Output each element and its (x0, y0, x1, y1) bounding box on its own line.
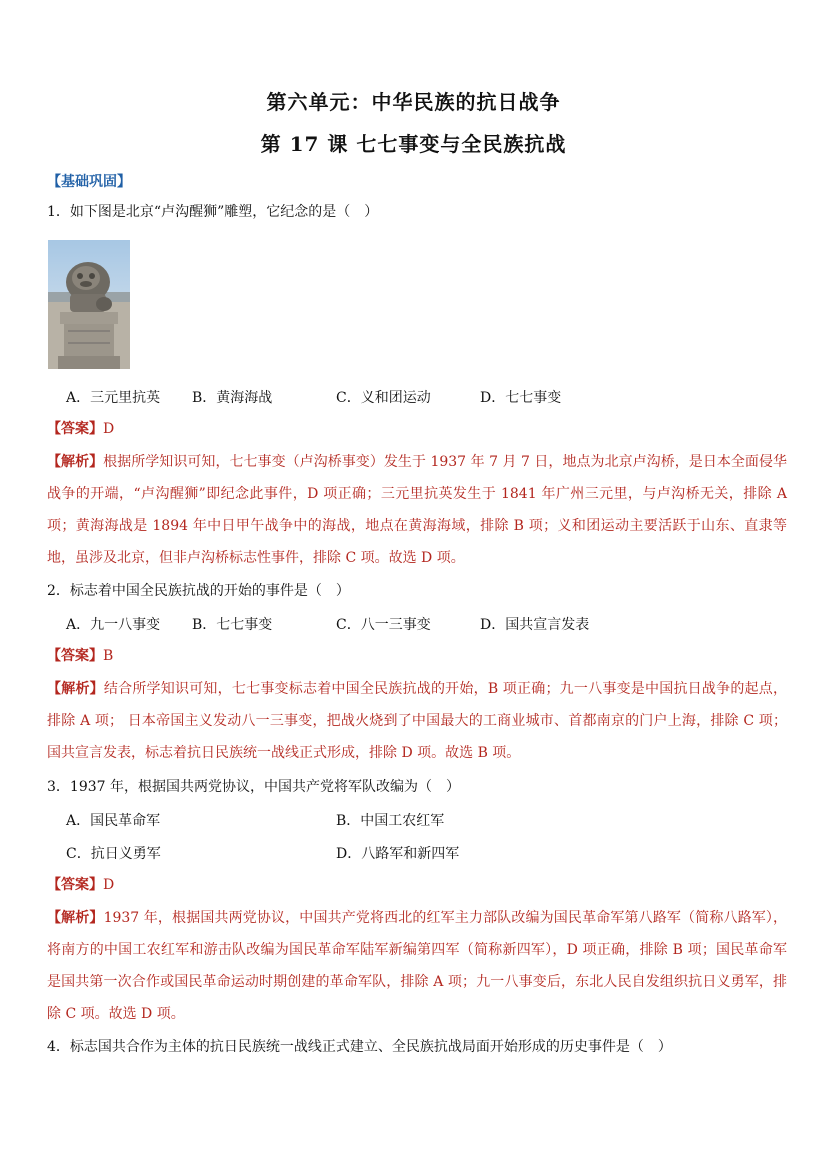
question-1-option-b: B．黄海海战 (192, 390, 273, 406)
answer-tag: 【答案】 (47, 648, 103, 664)
question-3-analysis (47, 902, 787, 1030)
question-2-option-c: C．八一三事变 (336, 617, 431, 633)
lugou-lion-sculpture-image (48, 240, 130, 369)
question-3-option-c: C．抗日义勇军 (66, 846, 161, 862)
question-3-option-b: B．中国工农红军 (336, 813, 445, 829)
question-3-option-a: A．国民革命军 (66, 813, 161, 829)
question-1-option-c: C．义和团运动 (336, 390, 431, 406)
section-label: 【基础巩固】 (47, 174, 131, 190)
question-1-stem: 1．如下图是北京“卢沟醒狮”雕塑，它纪念的是（ ） (47, 204, 379, 220)
question-1-analysis (47, 446, 787, 574)
question-3-stem: 3．1937 年，根据国共两党协议，中国共产党将军队改编为（ ） (47, 779, 460, 795)
question-2-option-b: B．七七事变 (192, 617, 273, 633)
unit-title: 第六单元：中华民族的抗日战争 (266, 90, 561, 114)
question-2-analysis (47, 673, 787, 769)
analysis-text: 根据所学知识可知，七七事变（卢沟桥事变）发生于 1937 年 7 月 7 日，地点为北京卢沟桥，是日本全面侵华战争的开端，“卢沟醒狮”即纪念此事件，D 项正确；三元里抗英发生于 1841 年广州三元里，与卢沟桥无关，排除 A 项；黄海海战是 1894 年中日甲午战争中的海战，地点在黄海海域，排除 B 项；义和团运动主要活跃于山东、直隶等地，虽涉及北京，但非卢沟桥标志性事件，排除 C 项。故选 D 项。 (47, 454, 788, 566)
question-1-option-d: D．七七事变 (480, 390, 562, 406)
question-2-option-d: D．国共宣言发表 (480, 617, 590, 633)
question-2-option-a: A．九一八事变 (66, 617, 161, 633)
answer-value: B (103, 648, 114, 664)
question-2-stem: 2．标志着中国全民族抗战的开始的事件是（ ） (47, 583, 350, 599)
analysis-text: 1937 年，根据国共两党协议，中国共产党将西北的红军主力部队改编为国民革命军第八路军（简称八路军），将南方的中国工农红军和游击队改编为国民革命军陆军新编第四军（简称新四军），D 项正确，排除 B 项；国民革命军是国共第一次合作或国民革命运动时期创建的革命军队，排除 A 项；九一八事变后，东北人民自发组织抗日义勇军，排除 C 项。故选 D 项。 (47, 910, 788, 1022)
question-2-answer (47, 646, 113, 666)
analysis-text: 结合所学知识可知，七七事变标志着中国全民族抗战的开始，B 项正确；九一八事变是中国抗日战争的起点，排除 A 项； 日本帝国主义发动八一三事变，把战火烧到了中国最大的工商业城市、首都南京的门户上海，排除 C 项；国共宣言发表，标志着抗日民族统一战线正式形成，排除 D 项。故选 B 项。 (47, 681, 787, 761)
question-4-stem: 4．标志国共合作为主体的抗日民族统一战线正式建立、全民族抗战局面开始形成的历史事件是（ ） (47, 1039, 672, 1055)
analysis-tag: 【解析】 (47, 910, 104, 926)
answer-tag: 【答案】 (47, 877, 103, 893)
question-3-answer (47, 875, 114, 895)
analysis-tag: 【解析】 (47, 454, 104, 470)
lesson-title: 第 17 课 七七事变与全民族抗战 (260, 132, 567, 156)
question-1-answer (47, 419, 114, 439)
question-3-option-d: D．八路军和新四军 (336, 846, 460, 862)
answer-tag: 【答案】 (47, 421, 103, 437)
answer-value: D (103, 421, 115, 437)
answer-value: D (103, 877, 115, 893)
question-1-option-a: A．三元里抗英 (66, 390, 161, 406)
analysis-tag: 【解析】 (47, 681, 104, 697)
